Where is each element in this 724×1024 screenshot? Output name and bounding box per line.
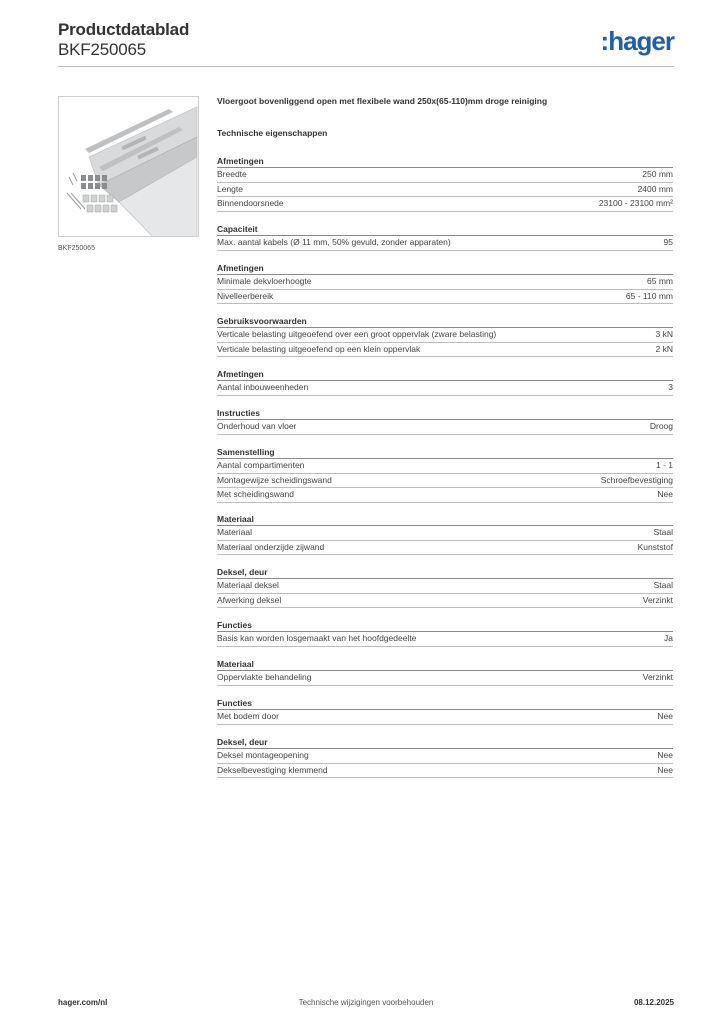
spec-row: [217, 710, 673, 725]
spec-value: 3 kN: [655, 329, 673, 339]
section-title: Gebruiksvoorwaarden: [217, 315, 673, 328]
spec-label: Deksel montageopening: [217, 750, 309, 760]
spec-value: 65 mm: [647, 276, 673, 286]
section-title: Samenstelling: [217, 446, 673, 459]
spec-label: Binnendoorsnede: [217, 198, 284, 208]
spec-value: Staal: [653, 580, 673, 590]
section-title: Materiaal: [217, 513, 673, 526]
spec-row: [217, 749, 673, 764]
spec-row: [217, 671, 673, 686]
spec-value: Nee: [657, 750, 673, 760]
section-title: Functies: [217, 697, 673, 710]
spec-row: [217, 632, 673, 647]
spec-label: Materiaal deksel: [217, 580, 279, 590]
spec-value: 65 - 110 mm: [625, 290, 673, 301]
spec-section: [217, 262, 673, 304]
spec-label: Met bodem door: [217, 711, 279, 721]
product-header-block: [217, 96, 673, 139]
spec-label: Max. aantal kabels (Ø 11 mm, 50% gevuld, zonder apparaten): [217, 237, 451, 247]
spec-section: [217, 155, 673, 212]
product-code: BKF250065: [58, 40, 146, 59]
footer-website-link[interactable]: hager.com/nl: [58, 998, 108, 1007]
spec-value: Kunststof: [637, 541, 673, 552]
spec-value: Verzinkt: [642, 672, 673, 682]
section-title: Instructies: [217, 407, 673, 420]
spec-label: Dekselbevestiging klemmend: [217, 764, 328, 775]
spec-row: [217, 420, 673, 435]
spec-value: 95: [663, 237, 673, 247]
hager-logo[interactable]: :hager: [600, 26, 674, 56]
spec-label: Montagewijze scheidingswand: [217, 474, 332, 485]
spec-section: [217, 697, 673, 725]
section-title: Functies: [217, 619, 673, 632]
section-title: Deksel, deur: [217, 736, 673, 749]
spec-row: [217, 168, 673, 183]
spec-value: Schroefbevestiging: [600, 474, 673, 485]
spec-row: [217, 459, 673, 474]
spec-label: Materiaal onderzijde zijwand: [217, 541, 325, 552]
spec-section: [217, 736, 673, 778]
spec-section: [217, 407, 673, 435]
spec-label: Materiaal: [217, 527, 252, 537]
section-title: Capaciteit: [217, 223, 673, 236]
header-divider: [58, 66, 674, 67]
spec-label: Met scheidingswand: [217, 489, 295, 499]
spec-row: [217, 381, 673, 396]
spec-label: Basis kan worden losgemaakt van het hoofdgedeelte: [217, 633, 417, 643]
footer-disclaimer: Technische wijzigingen voorbehouden: [298, 998, 434, 1007]
spec-value: Droog: [649, 421, 673, 431]
spec-section: [217, 315, 673, 357]
spec-row: [217, 541, 673, 556]
spec-section: [217, 446, 673, 503]
cable-duct-illustration: [59, 97, 199, 237]
spec-row: [217, 474, 673, 489]
footer-date: 08.12.2025: [633, 998, 674, 1007]
spec-label: Lengte: [217, 183, 243, 194]
spec-row: [217, 290, 673, 305]
section-title: Deksel, deur: [217, 566, 673, 579]
spec-row: [217, 236, 673, 251]
spec-row: [217, 328, 673, 343]
spec-row: [217, 275, 673, 290]
spec-section: [217, 368, 673, 396]
spec-row: [217, 488, 673, 503]
product-image: [58, 96, 199, 237]
spec-value: 250 mm: [642, 169, 673, 179]
spec-label: Aantal inbouweenheden: [217, 382, 309, 392]
spec-row: [217, 764, 673, 779]
spec-value: Nee: [657, 711, 673, 721]
spec-section: [217, 513, 673, 555]
spec-section: [217, 658, 673, 686]
spec-row: [217, 183, 673, 198]
spec-section: [217, 619, 673, 647]
spec-label: Minimale dekvloerhoogte: [217, 276, 312, 286]
spec-value: 3: [668, 382, 673, 392]
spec-label: Aantal compartimenten: [217, 460, 305, 470]
spec-row: [217, 579, 673, 594]
spec-label: Breedte: [217, 169, 247, 179]
spec-value: Nee: [657, 764, 673, 775]
spec-value: 2400 mm: [637, 183, 673, 194]
spec-label: Onderhoud van vloer: [217, 421, 297, 431]
spec-row: [217, 594, 673, 609]
spec-section: [217, 566, 673, 608]
section-title: Afmetingen: [217, 155, 673, 168]
spec-row: [217, 197, 673, 212]
image-caption: BKF250065: [58, 245, 95, 252]
spec-value: Staal: [653, 527, 673, 537]
section-title: Afmetingen: [217, 368, 673, 381]
spec-row: [217, 343, 673, 358]
spec-label: Verticale belasting uitgeoefend op een klein oppervlak: [217, 343, 421, 354]
spec-label: Oppervlakte behandeling: [217, 672, 312, 682]
spec-value: Ja: [664, 633, 673, 643]
spec-value: Nee: [657, 489, 673, 499]
product-title: Vloergoot bovenliggend open met flexibele wand 250x(65-110)mm droge reiniging: [217, 96, 548, 106]
spec-value: 23100 - 23100 mm²: [598, 198, 673, 208]
document-title: Productdatablad: [58, 20, 190, 39]
spec-section: [217, 223, 673, 251]
spec-label: Nivelleerbereik: [217, 290, 274, 301]
section-title: Materiaal: [217, 658, 673, 671]
spec-label: Afwerking deksel: [217, 594, 282, 605]
spec-value: Verzinkt: [642, 594, 673, 605]
spec-row: [217, 526, 673, 541]
spec-value: 2 kN: [655, 343, 673, 354]
spec-value: 1 - 1: [655, 460, 673, 470]
section-title: Afmetingen: [217, 262, 673, 275]
technical-properties-heading: Technische eigenschappen: [217, 128, 328, 138]
spec-label: Verticale belasting uitgeoefend over een groot oppervlak (zware belasting): [217, 329, 497, 339]
page-header: [58, 20, 674, 60]
